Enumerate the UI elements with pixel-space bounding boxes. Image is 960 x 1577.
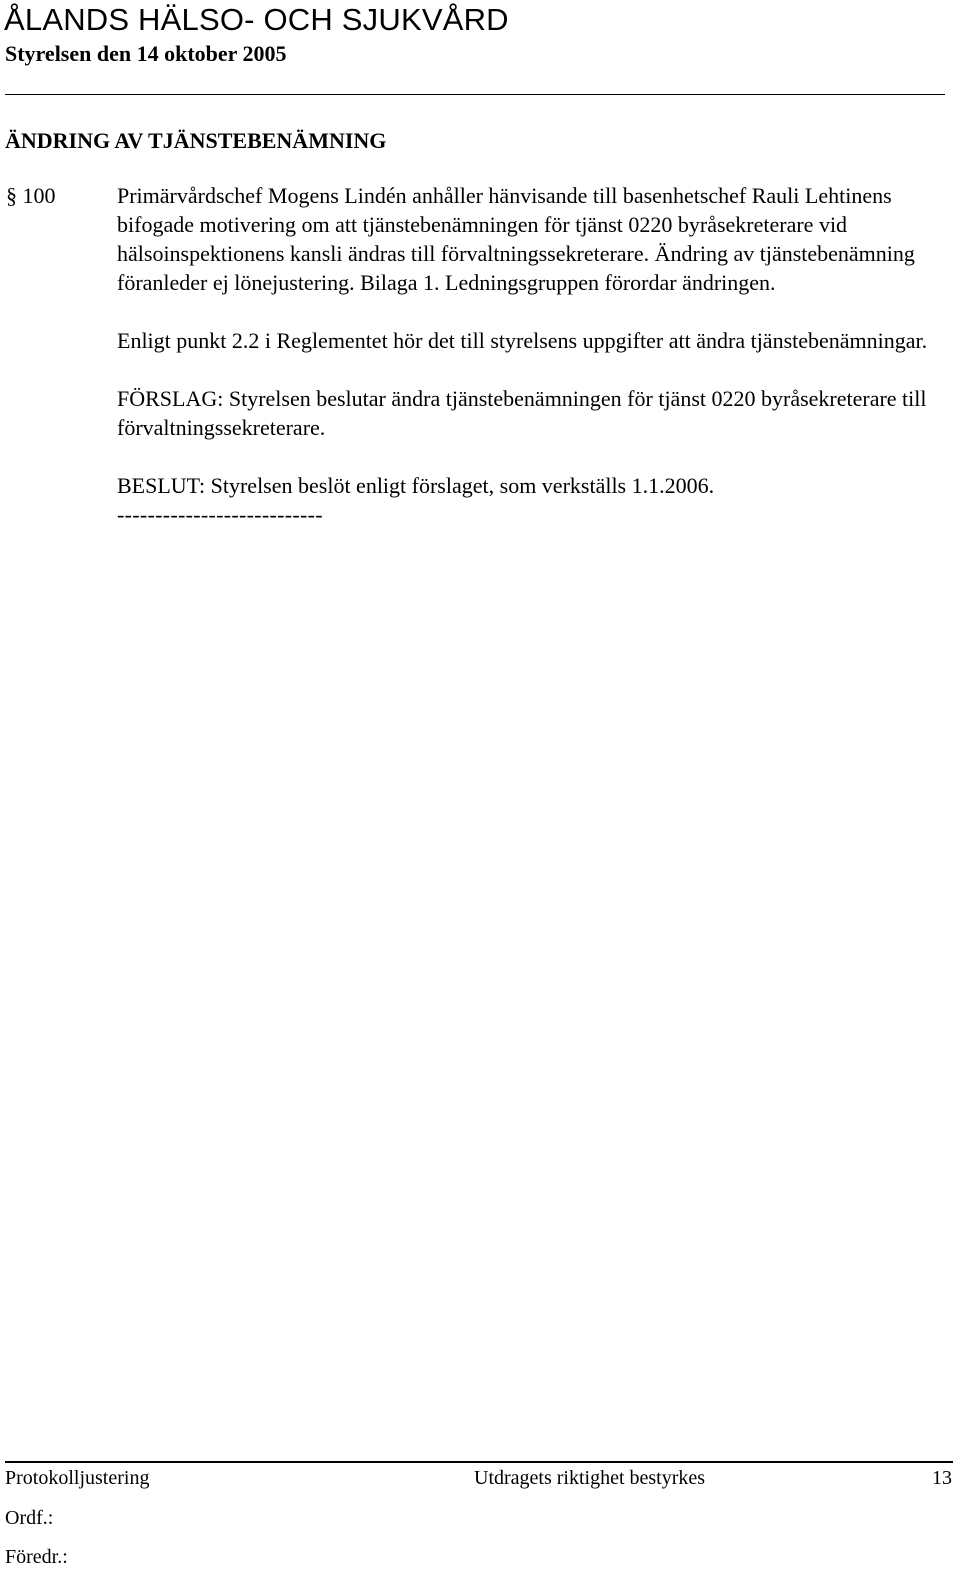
item-heading: ÄNDRING AV TJÄNSTEBENÄMNING: [5, 128, 387, 153]
paragraph-background: Primärvårdschef Mogens Lindén anhåller hänvisande till basenhetschef Rauli Lehtinens bifogade motivering om att tjänstebenämningen för tjänst 0220 byråsekreterare vid hälsoinspektionens kansli ändras till förvaltningssekreterare. Ändring av tjänstebenämning föranleder ej lönejustering. Bilaga 1. Ledningsgruppen förordar ändringen.: [117, 183, 915, 295]
footer-presenter-label: Föredr.:: [5, 1546, 68, 1568]
meeting-date: Styrelsen den 14 oktober 2005: [5, 41, 287, 66]
footer-divider: [5, 1461, 953, 1463]
page-number: 13: [932, 1467, 952, 1489]
separator-line: ---------------------------: [117, 502, 323, 527]
paragraph-decision: BESLUT: Styrelsen beslöt enligt förslaget, som verkställs 1.1.2006.: [117, 473, 715, 498]
item-body: [117, 181, 945, 529]
header-divider: [5, 94, 945, 95]
paragraph-proposal: FÖRSLAG: Styrelsen beslutar ändra tjänstebenämningen för tjänst 0220 byråsekreterare till förvaltningssekreterare.: [117, 386, 927, 440]
paragraph-number: § 100: [6, 183, 56, 208]
footer-protocol-check: Protokolljustering: [5, 1467, 150, 1489]
paragraph-regulation: Enligt punkt 2.2 i Reglementet hör det till styrelsens uppgifter att ändra tjänstebenämningar.: [117, 328, 928, 353]
footer-chair-label: Ordf.:: [5, 1507, 54, 1529]
footer-certification: Utdragets riktighet bestyrkes: [474, 1467, 706, 1489]
organization-title: ÅLANDS HÄLSO- OCH SJUKVÅRD: [4, 2, 509, 37]
